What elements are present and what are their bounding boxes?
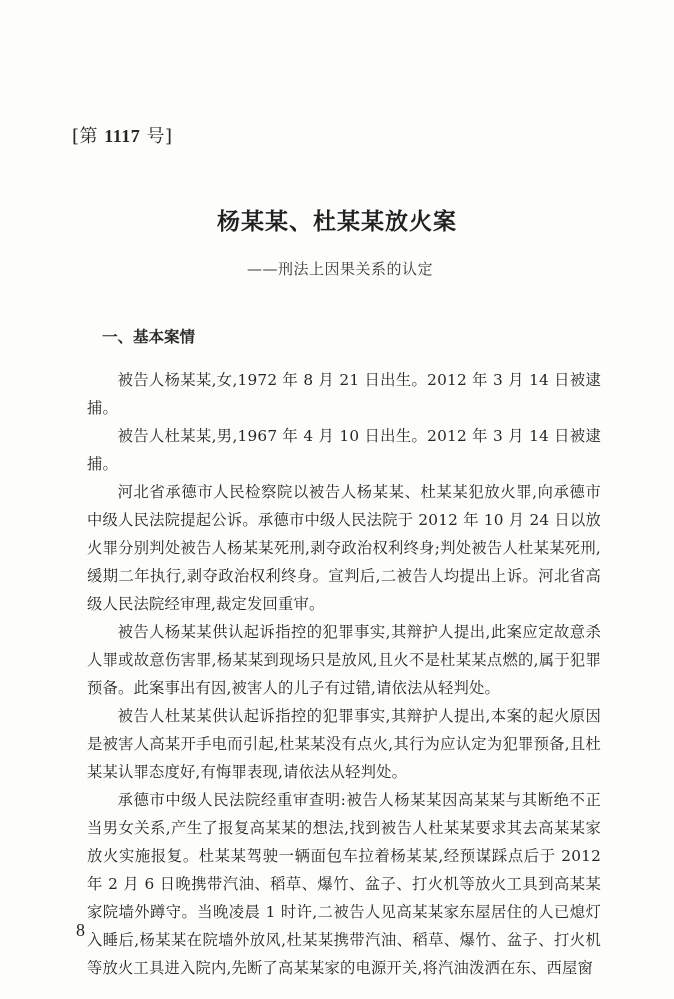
paragraph-court-findings: 承德市中级人民法院经重审查明:被告人杨某某因高某某与其断绝不正当男女关系,产生了报复高某某的想法,找到被告人杜某某要求其去高某某家放火实施报复。杜某某驾驶一辆面包车拉着杨某某,经预谋踩点后于 2012 年 2 月 6 日晚携带汽油、稻草、爆竹、盆子、打火机等放火工具到高某某家院墙外蹲守。当晚凌晨 1 时许,二被告人见高某某家东屋居住的人已熄灯入睡后,杨某某在院墙外放风,杜某某携带汽油、稻草、爆竹、盆子、打火机等放火工具进入院内,先断了高某某家的电源开关,将汽油泼洒在东、西屋窗 — [87, 791, 601, 977]
case-number-value: 1117 — [104, 126, 141, 146]
case-subtitle: ——刑法上因果关系的认定 — [247, 260, 434, 278]
paragraph-defendant-du: 被告人杜某某,男,1967 年 4 月 10 日出生。2012 年 3 月 14 日被逮捕。 — [87, 427, 601, 473]
paragraph-prosecution: 河北省承德市人民检察院以被告人杨某某、杜某某犯放火罪,向承德市中级人民法院提起公诉。承德市中级人民法院于 2012 年 10 月 24 日以放火罪分别判处被告人杨某某死刑,剥夺政治权利终身;判处被告人杜某某死刑,缓期二年执行,剥夺政治权利终身。宣判后,二被告人均提出上诉。河北省高级人民法院经审理,裁定发回重审。 — [87, 483, 601, 613]
paragraph-yang-defense: 被告人杨某某供认起诉指控的犯罪事实,其辩护人提出,此案应定故意杀人罪或故意伤害罪,杨某某到现场只是放风,且火不是杜某某点燃的,属于犯罪预备。此案事出有因,被害人的儿子有过错,请依法从轻判处。 — [87, 623, 601, 697]
paragraph-defendant-yang: 被告人杨某某,女,1972 年 8 月 21 日出生。2012 年 3 月 14 日被逮捕。 — [87, 371, 601, 417]
case-title: 杨某某、杜某某放火案 — [217, 209, 457, 235]
case-number — [72, 122, 173, 148]
section-heading: 一、基本案情 — [102, 328, 196, 346]
case-number-open-bracket: [ — [72, 126, 80, 147]
paragraph-du-defense: 被告人杜某某供认起诉指控的犯罪事实,其辩护人提出,本案的起火原因是被害人高某开手电而引起,杜某某没有点火,其行为应认定为犯罪预备,且杜某某认罪态度好,有悔罪表现,请依法从轻判处。 — [87, 707, 601, 781]
case-number-prefix: 第 — [79, 126, 105, 147]
page-number: 8 — [76, 920, 85, 940]
case-number-close-bracket: ] — [165, 126, 173, 147]
case-number-suffix: 号 — [140, 126, 166, 147]
body-text — [87, 366, 601, 982]
